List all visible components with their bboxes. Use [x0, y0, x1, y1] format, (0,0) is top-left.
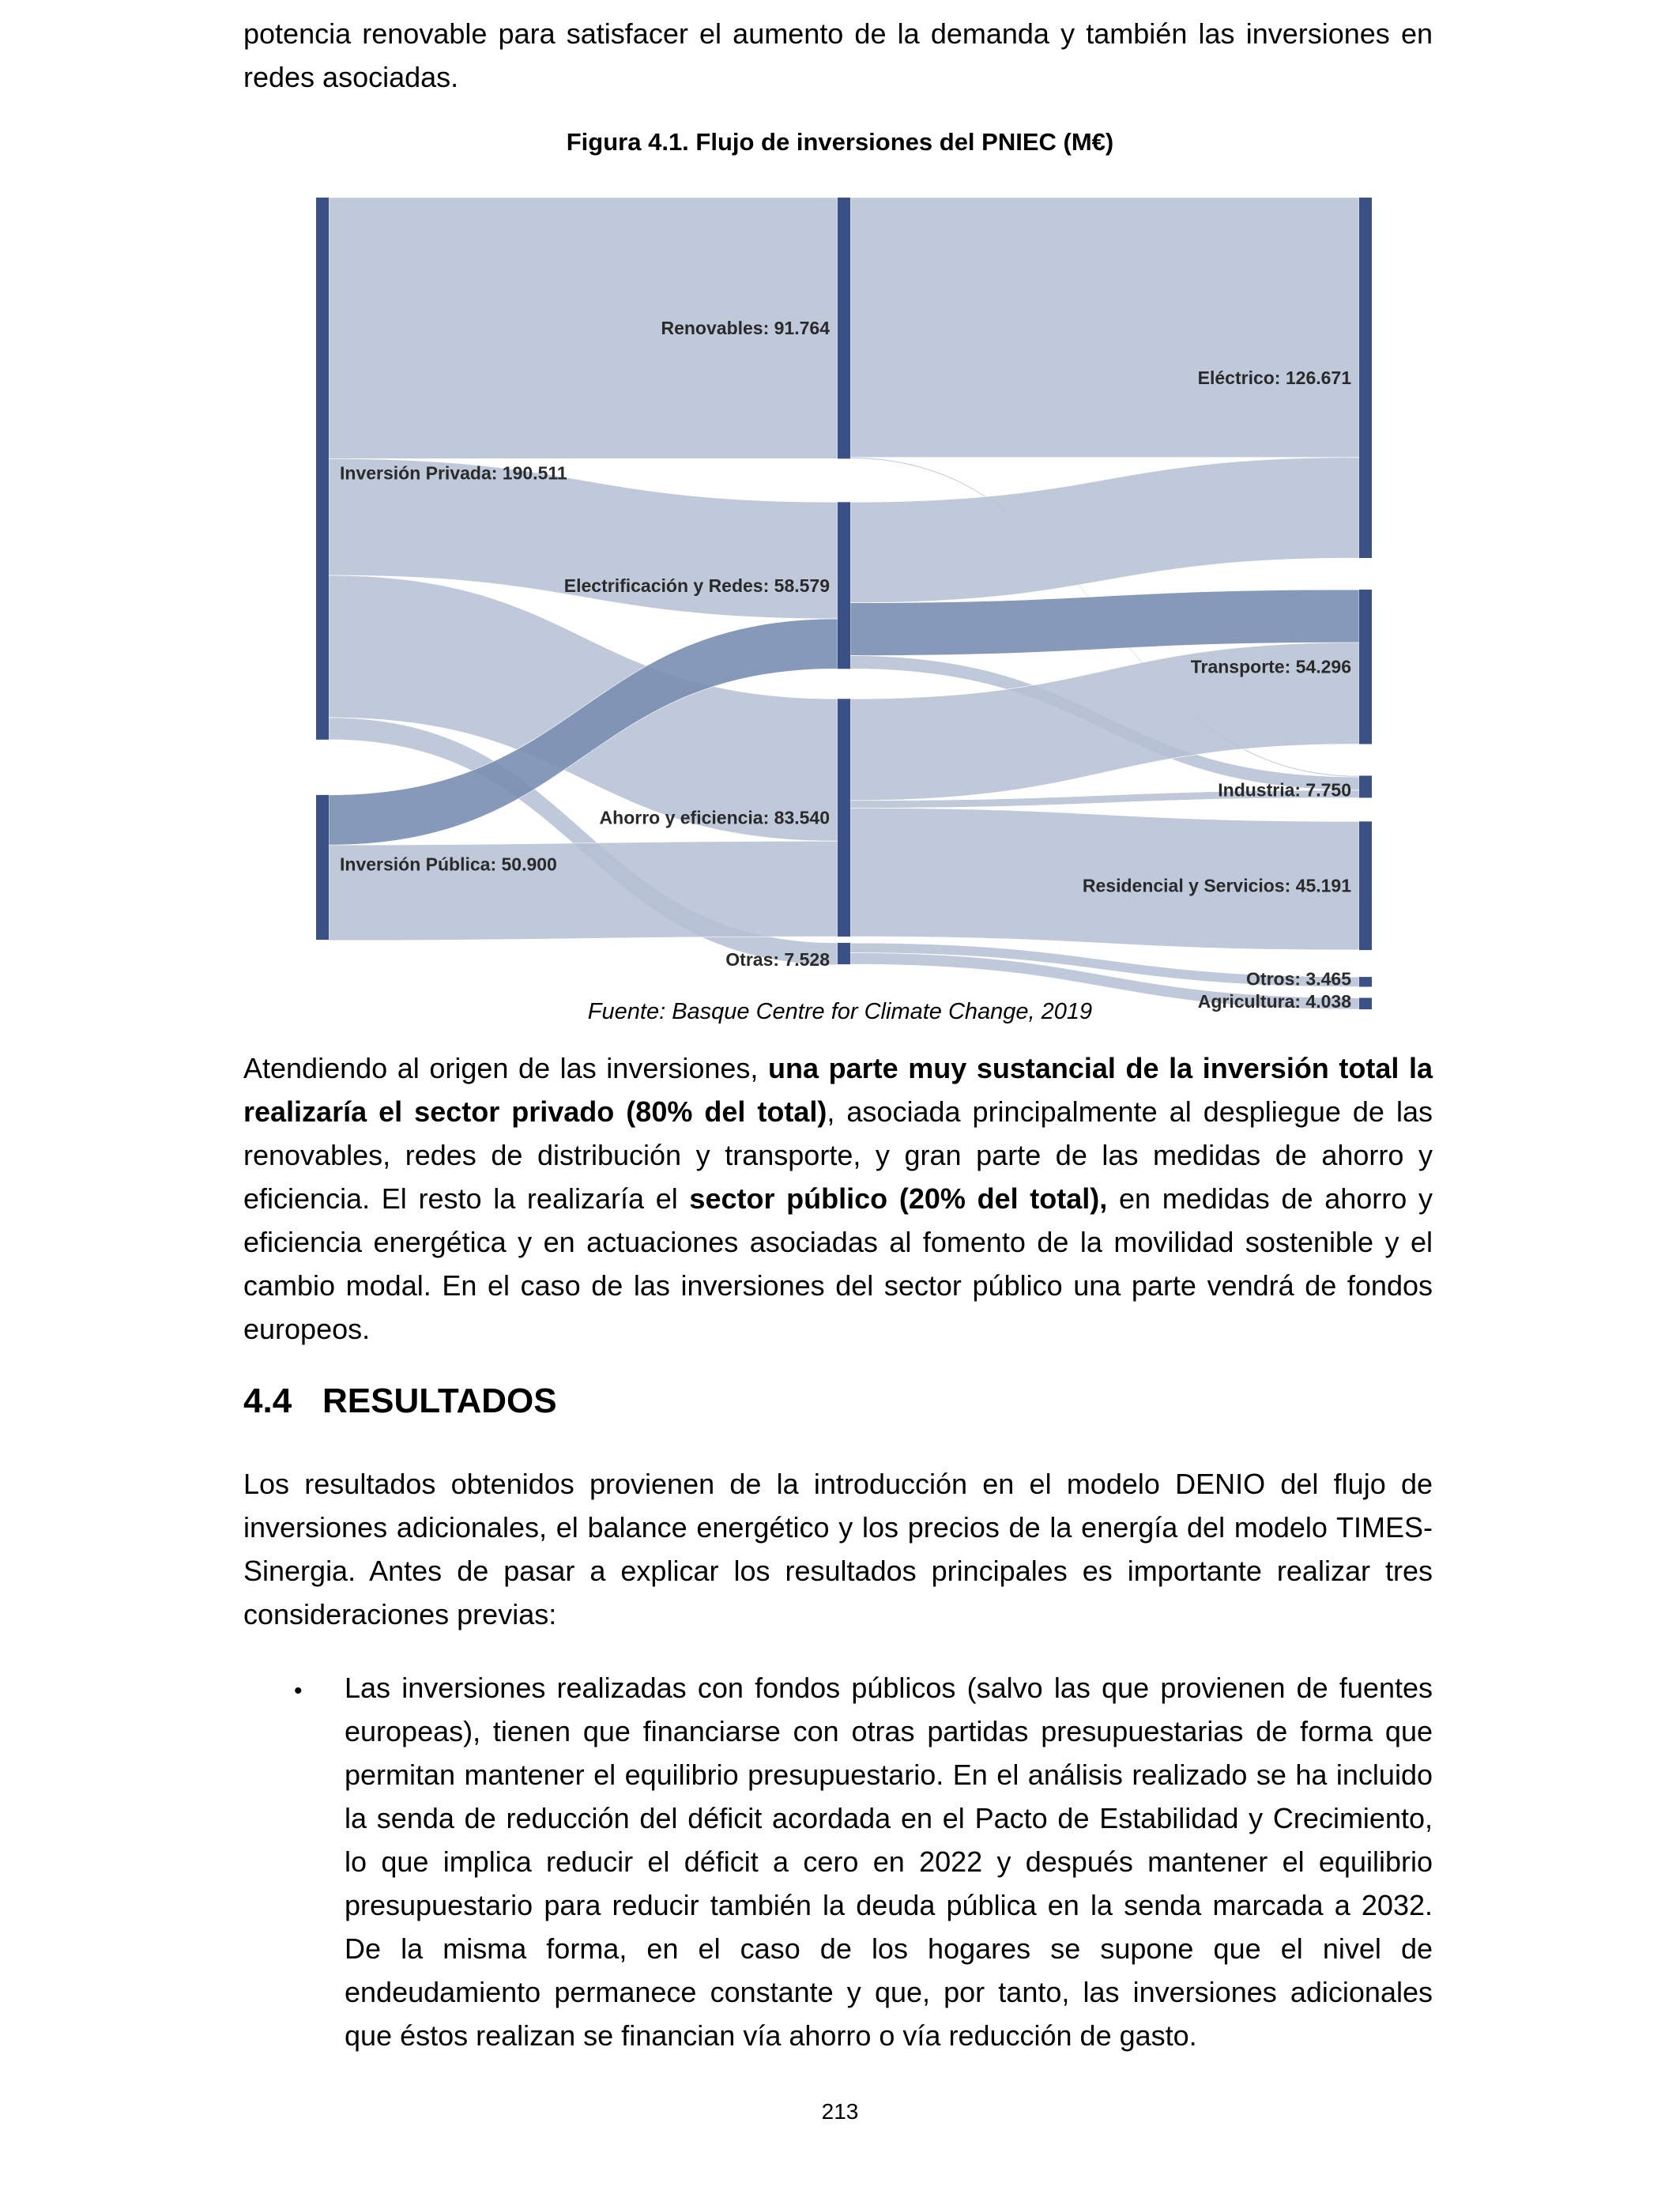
- sankey-label-publica: Inversión Pública: 50.900: [340, 854, 557, 875]
- para1-text-1: Atendiendo al origen de las inversiones,: [243, 1052, 768, 1084]
- sankey-label-residencial: Residencial y Servicios: 45.191: [1082, 875, 1351, 896]
- sankey-node-electrico: [1359, 198, 1372, 558]
- para1-bold-2: sector público (20% del total),: [689, 1182, 1108, 1215]
- sankey-node-residencial: [1359, 821, 1372, 950]
- para1-bold-1: una parte muy sustancial de la inversión total la realizaría el sector privado (80% del total): [243, 1052, 1433, 1128]
- page-number: 213: [821, 2099, 859, 2124]
- body-paragraph-results: Los resultados obtenidos provienen de la introducción en el modelo DENIO del flujo de inversiones adicionales, el balance energético y los precios de la energía del modelo TIMES-Sinergia. Antes de pasar a explicar los resultados principales es importante realizar tres consideraciones previas:: [243, 1468, 1433, 1630]
- sankey-label-otros: Otros: 3.465: [1246, 968, 1351, 990]
- sankey-label-redes: Electrificación y Redes: 58.579: [563, 575, 830, 596]
- sankey-node-privada: [316, 198, 329, 740]
- sankey-node-redes: [838, 502, 850, 669]
- bullet-item-1: Las inversiones realizadas con fondos públicos (salvo las que provienen de fuentes europeas), tienen que financiarse con otras partidas presupuestarias de forma que permitan mantener el equilibrio presupuestario. En el análisis realizado se ha incluido la senda de reducción del déficit acordada en el Pacto de Estabilidad y Crecimiento, lo que implica reducir el déficit a cero en 2022 y después mantener el equilibrio presupuestario para reducir también la deuda pública en la senda marcada a 2032. De la misma forma, en el caso de los hogares se supone que el nivel de endeudamiento permanece constante y que, por tanto, las inversiones adicionales que éstos realizan se financian vía ahorro o vía reducción de gasto.: [345, 1672, 1433, 2052]
- para1-text-3: en medidas de ahorro y eficiencia energética y en actuaciones asociadas al fomento de la movilidad sostenible y el cambio modal. En el caso de las inversiones del sector público una parte vendrá de fondos europeos.: [243, 1182, 1433, 1345]
- sankey-node-transporte: [1359, 590, 1372, 744]
- sankey-node-otros: [1359, 977, 1372, 986]
- body-paragraph-origin: [243, 1046, 1433, 1351]
- figure-title: Figura 4.1. Flujo de inversiones del PNIEC (M€): [566, 128, 1114, 156]
- sankey-label-electrico: Eléctrico: 126.671: [1197, 368, 1351, 389]
- figure-source: Fuente: Basque Centre for Climate Change, 2019: [587, 999, 1093, 1024]
- sankey-node-otras: [838, 943, 850, 964]
- sankey-label-otras: Otras: 7.528: [725, 949, 830, 971]
- sankey-link-redes-electrico: [850, 458, 1359, 603]
- sankey-label-renovables: Renovables: 91.764: [661, 318, 830, 339]
- sankey-label-ahorro: Ahorro y eficiencia: 83.540: [599, 807, 830, 828]
- sankey-link-renovables-electrico: [850, 198, 1359, 458]
- sankey-node-ahorro: [838, 699, 850, 937]
- sankey-label-privada: Inversión Privada: 190.511: [340, 462, 567, 484]
- sankey-node-industria: [1359, 775, 1372, 797]
- para1-text-2: , asociada principalmente al despliegue de las renovables, redes de distribución y transporte, y gran parte de las medidas de ahorro y eficiencia. El resto la realizaría el: [243, 1095, 1433, 1215]
- sankey-label-agricultura: Agricultura: 4.038: [1197, 991, 1351, 1012]
- sankey-label-industria: Industria: 7.750: [1218, 779, 1351, 801]
- section-number: 4.4: [243, 1382, 292, 1420]
- section-title: RESULTADOS: [322, 1382, 557, 1420]
- sankey-node-publica: [316, 795, 329, 940]
- intro-paragraph: potencia renovable para satisfacer el aumento de la demanda y también las inversiones en redes asociadas.: [243, 17, 1433, 93]
- sankey-label-transporte: Transporte: 54.296: [1190, 656, 1351, 677]
- sankey-node-renovables: [838, 198, 850, 458]
- section-heading: [243, 1382, 557, 1421]
- bullet-icon: •: [294, 1678, 303, 1704]
